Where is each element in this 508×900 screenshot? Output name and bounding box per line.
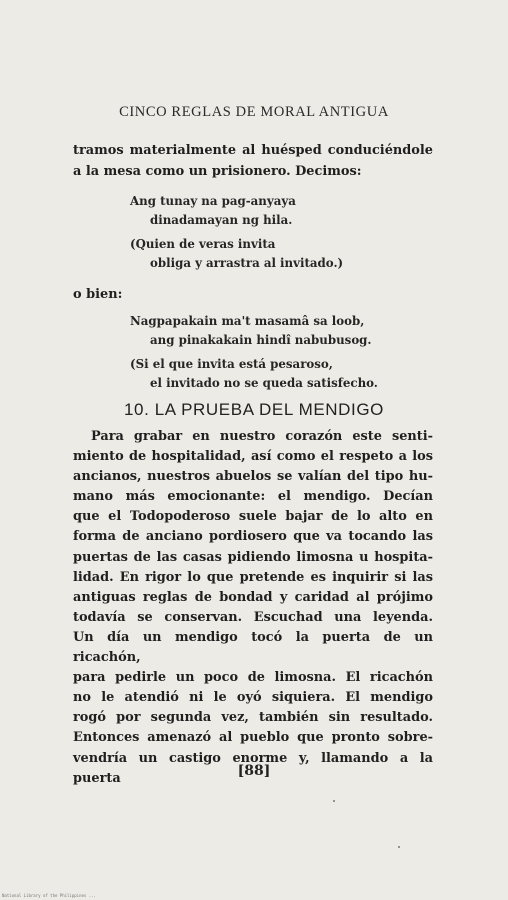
verse-spanish-1	[130, 235, 343, 273]
body-paragraph	[73, 427, 433, 789]
verse-line: ang pinakakain hindî nabubusog.	[150, 333, 372, 347]
section-title: 10. LA PRUEBA DEL MENDIGO	[123, 400, 384, 419]
verse-line: dinadamayan ng hila.	[150, 213, 293, 227]
body-line: rogó por segunda vez, también sin resultado.	[73, 710, 433, 726]
verse-line: (Si el que invita está pesaroso,	[130, 357, 333, 371]
verse-line: obliga y arrastra al invitado.)	[150, 256, 344, 270]
connector-text: o bien:	[73, 287, 123, 302]
body-line: mano más emocionante: el mendigo. Decían	[73, 489, 433, 505]
verse-line: Ang tunay na pag-anyaya	[130, 194, 296, 208]
body-line: Para grabar en nuestro corazón este senti-	[91, 429, 433, 444]
paper-speck	[333, 800, 335, 802]
body-line: miento de hospitalidad, así como el respeto a los	[73, 449, 433, 465]
body-line: forma de anciano pordiosero que va tocando las	[73, 529, 433, 545]
running-head: CINCO REGLAS DE MORAL ANTIGUA	[119, 104, 389, 120]
body-line: lidad. En rigor lo que pretende es inquirir si las	[73, 569, 433, 585]
paper-speck	[398, 846, 400, 848]
body-line: Entonces amenazó al pueblo que pronto sobre-	[73, 730, 433, 746]
body-line: todavía se conservan. Escuchad una leyenda.	[73, 609, 433, 625]
page-number: [88]	[237, 763, 271, 779]
body-line: antiguas reglas de bondad y caridad al prójimo	[73, 589, 433, 605]
verse-line: Nagpapakain ma't masamâ sa loob,	[130, 314, 365, 328]
body-line: vendría un castigo enorme y, llamando a la puerta	[73, 750, 433, 786]
verse-line: (Quien de veras invita	[130, 237, 276, 251]
body-line: para pedirle un poco de limosna. El ricachón	[73, 670, 433, 686]
text-line: tramos materialmente al huésped conduciéndole	[73, 143, 433, 158]
scan-footer-stamp: National Library of the Philippines ...	[2, 893, 96, 898]
text-line: a la mesa como un prisionero. Decimos:	[73, 164, 362, 179]
body-line: ancianos, nuestros abuelos se valían del tipo hu-	[73, 469, 433, 485]
body-line: no le atendió ni le oyó siquiera. El mendigo	[73, 690, 433, 706]
verse-tagalog-2	[130, 312, 372, 350]
opening-paragraph	[73, 140, 433, 182]
verse-line: el invitado no se queda satisfecho.	[150, 376, 378, 390]
verse-tagalog-1	[130, 192, 296, 230]
body-line: Un día un mendigo tocó la puerta de un ricachón,	[73, 629, 433, 666]
verse-spanish-2	[130, 355, 378, 393]
body-line: puertas de las casas pidiendo limosna u hospita-	[73, 549, 433, 565]
body-line: que el Todopoderoso suele bajar de lo alto en	[73, 509, 433, 525]
